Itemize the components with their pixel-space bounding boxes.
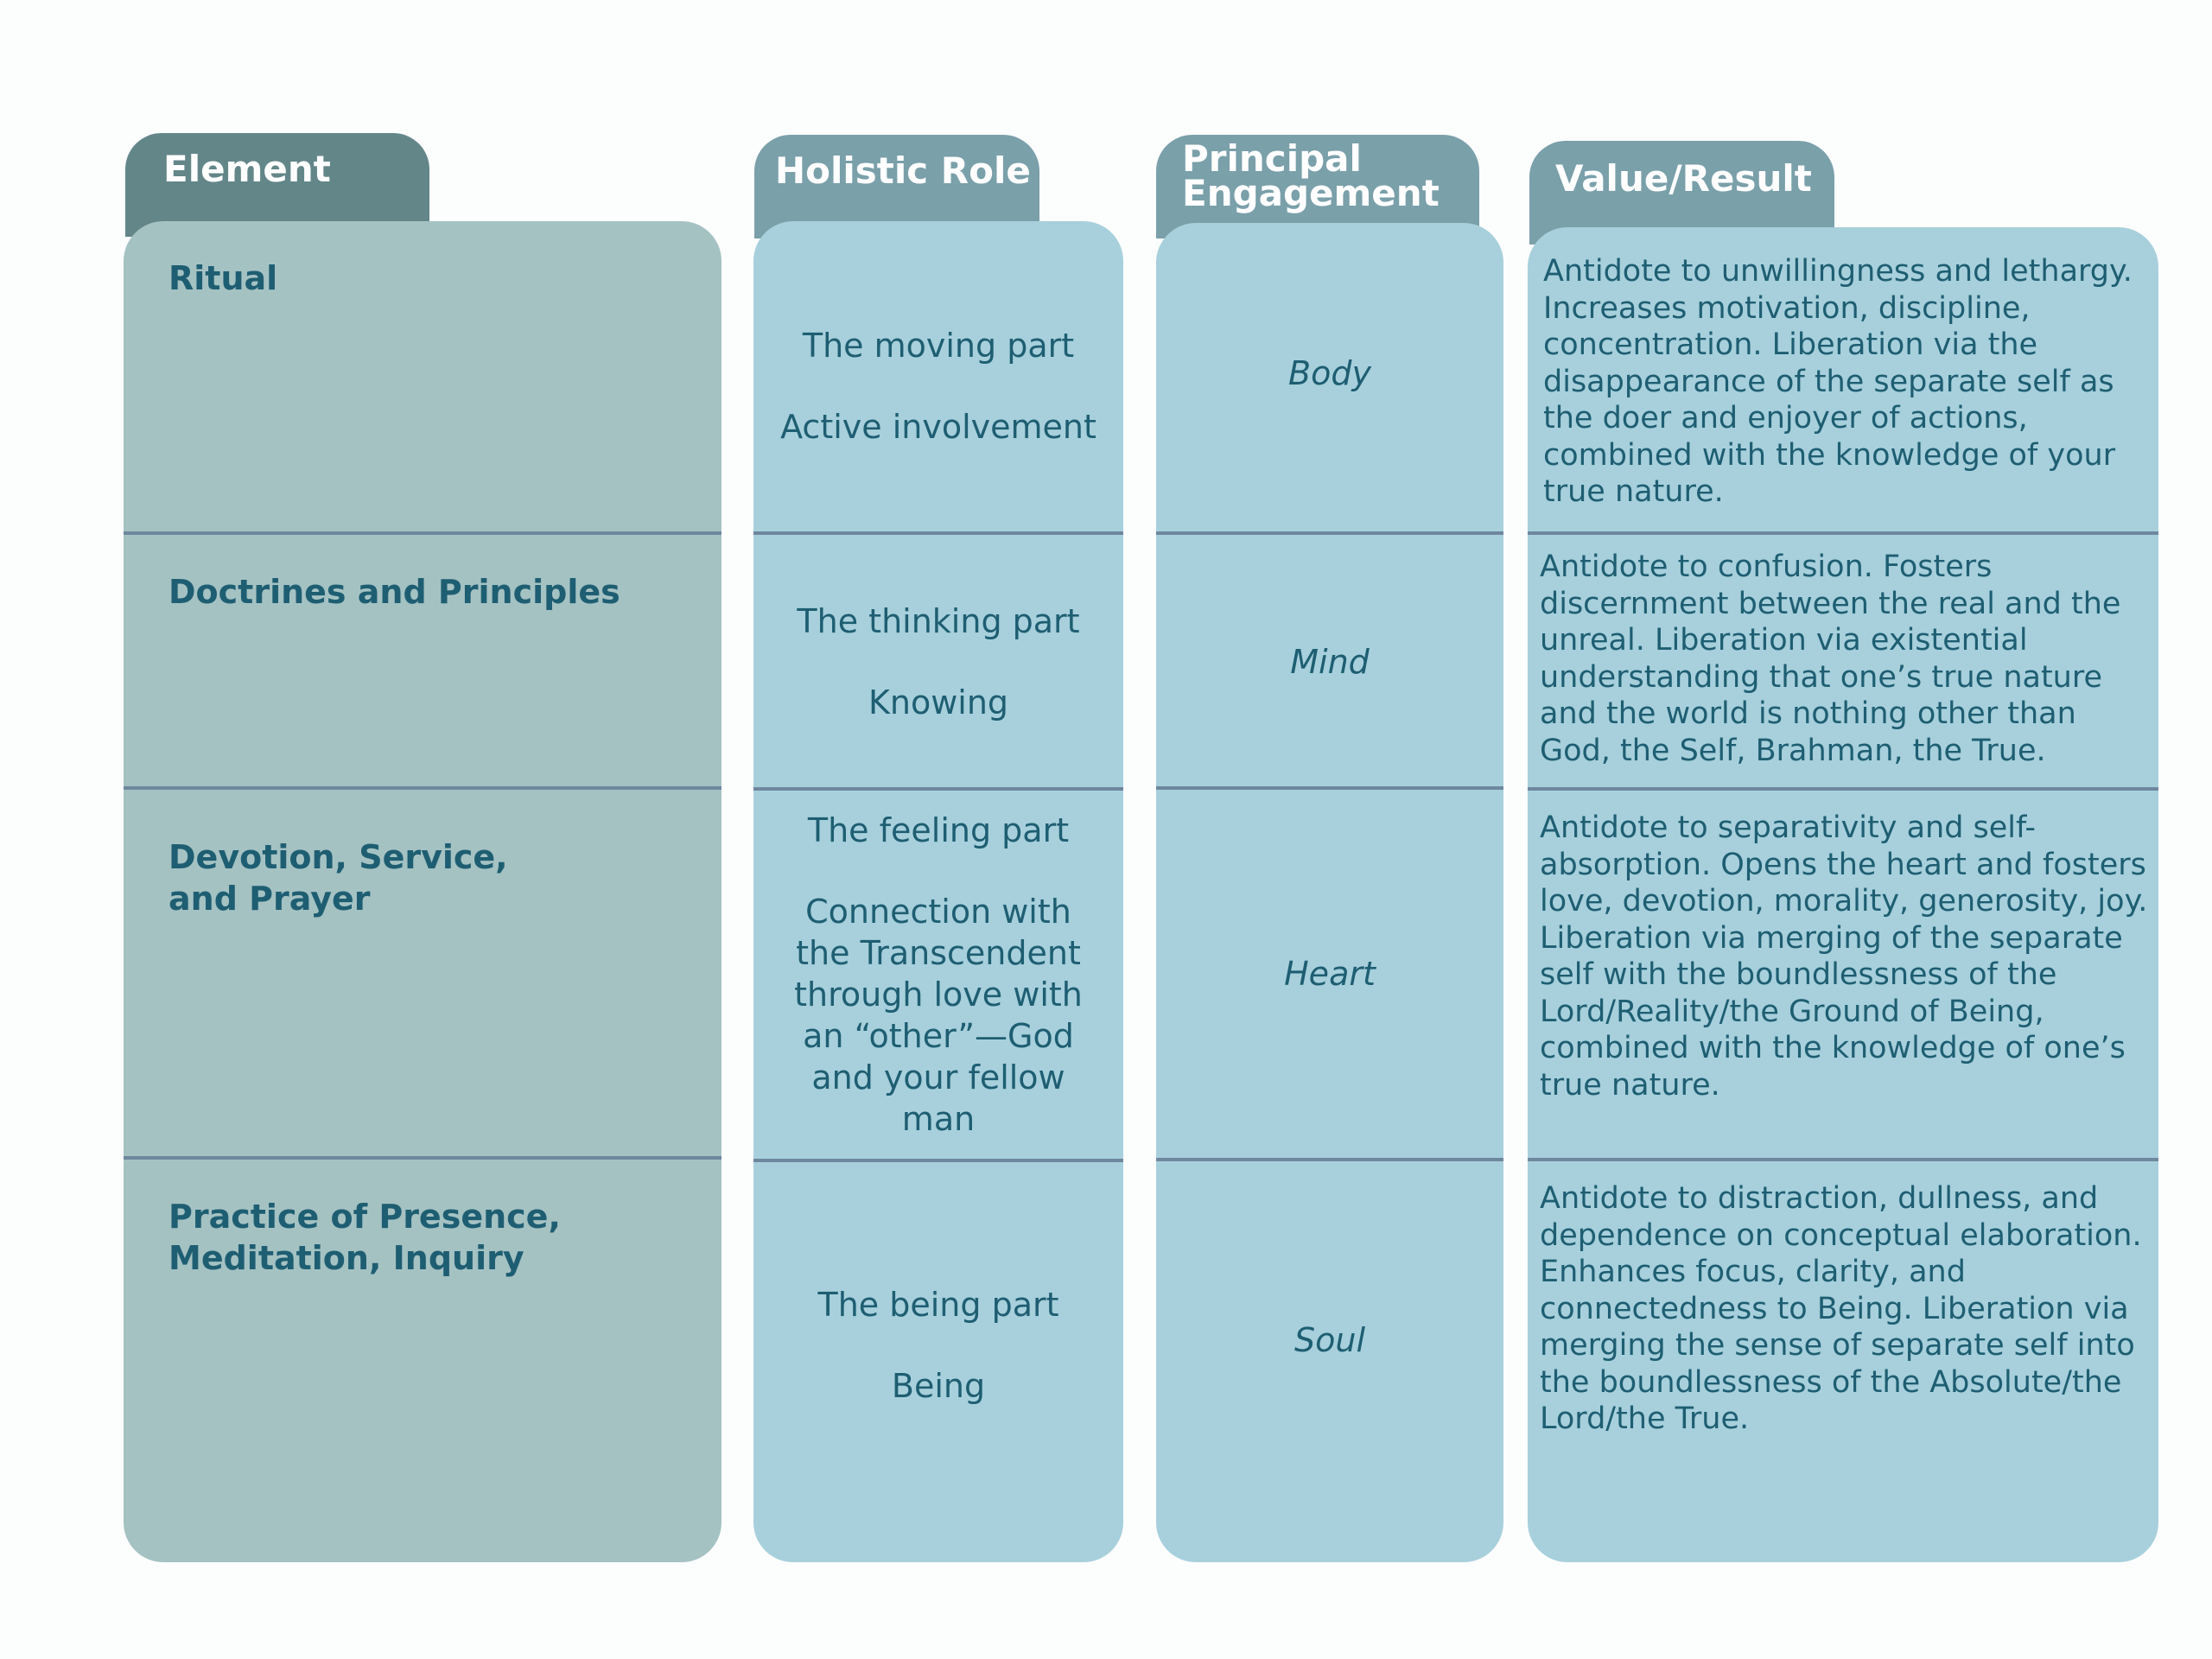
element-label: Practice of Presence, <box>168 1198 561 1236</box>
element-label: Ritual <box>168 259 278 297</box>
element-cell-practice <box>124 1160 721 1562</box>
holistic-role-secondary: Connection with the Transcendent through love with an “other”—God and your fellow man <box>794 892 1083 1138</box>
holistic-role-cell <box>753 1162 1123 1562</box>
value-result-text: Antidote to confusion. Fosters discernment between the real and the unreal. Liberation via existential understanding that one’s true nature and the world is nothing other than God, the Self, Brahman, the True. <box>1540 550 2121 768</box>
element-label: Meditation, Inquiry <box>168 1239 524 1277</box>
value-result-text: Antidote to distraction, dullness, and dependence on conceptual elaboration. Enhances focus, clarity, and connectedness to Being. Liberation via merging the sense of separate self into the boundlessness of the Absolute/the Lord/the True. <box>1540 1181 2142 1436</box>
principal-engagement-value: Mind <box>1290 642 1370 681</box>
value-result-cell <box>1528 791 2158 1158</box>
element-label: and Prayer <box>168 880 371 918</box>
header-principal-engagement-line2: Engagement <box>1182 172 1440 214</box>
value-result-cell <box>1528 227 2158 531</box>
principal-engagement-cell <box>1156 1161 1503 1562</box>
header-value-result-label: Value/Result <box>1555 157 1812 200</box>
principal-engagement-cell <box>1156 790 1503 1158</box>
holistic-role-secondary: Active involvement <box>780 407 1096 446</box>
column-element <box>124 221 721 1562</box>
column-holistic-role <box>753 221 1123 1562</box>
element-cell-devotion <box>124 790 721 1156</box>
value-result-cell <box>1528 1161 2158 1562</box>
column-value-result <box>1528 227 2158 1562</box>
element-cell-doctrines <box>124 535 721 788</box>
value-result-text: Antidote to unwillingness and lethargy. Increases motivation, discipline, concentration. Liberation via the disappearance of the separate self as the doer and enjoyer of actions, combined with the knowledge of your true nature. <box>1543 254 2133 509</box>
value-result-text: Antidote to separativity and self-absorption. Opens the heart and fosters love, devotion, morality, generosity, joy. Liberation via merging of the separate self with the boundlessness of the Lord/Reality/the Ground of Being, combined with the knowledge of one’s true nature. <box>1540 810 2148 1103</box>
element-label: Doctrines and Principles <box>168 573 620 611</box>
element-label: Devotion, Service, <box>168 838 508 876</box>
holistic-role-primary: The moving part <box>802 326 1075 365</box>
principal-engagement-value: Body <box>1288 354 1371 392</box>
principal-engagement-value: Soul <box>1294 1321 1365 1359</box>
holistic-role-secondary: Being <box>891 1366 986 1405</box>
value-result-cell <box>1528 535 2158 788</box>
header-holistic-role-label: Holistic Role <box>775 149 1031 192</box>
principal-engagement-cell <box>1156 223 1503 532</box>
holistic-role-primary: The feeling part <box>807 810 1070 849</box>
holistic-role-primary: The being part <box>817 1285 1059 1324</box>
column-principal-engagement <box>1156 223 1503 1562</box>
holistic-role-cell <box>753 535 1123 788</box>
principal-engagement-cell <box>1156 535 1503 788</box>
header-element-label: Element <box>163 148 331 190</box>
principal-engagement-value: Heart <box>1284 955 1376 993</box>
holistic-role-cell <box>753 791 1123 1158</box>
header-principal-engagement-line1: Principal <box>1182 137 1362 180</box>
holistic-role-primary: The thinking part <box>797 601 1080 640</box>
holistic-role-secondary: Knowing <box>868 683 1009 721</box>
element-cell-ritual <box>124 221 721 533</box>
holistic-role-cell <box>753 221 1123 533</box>
